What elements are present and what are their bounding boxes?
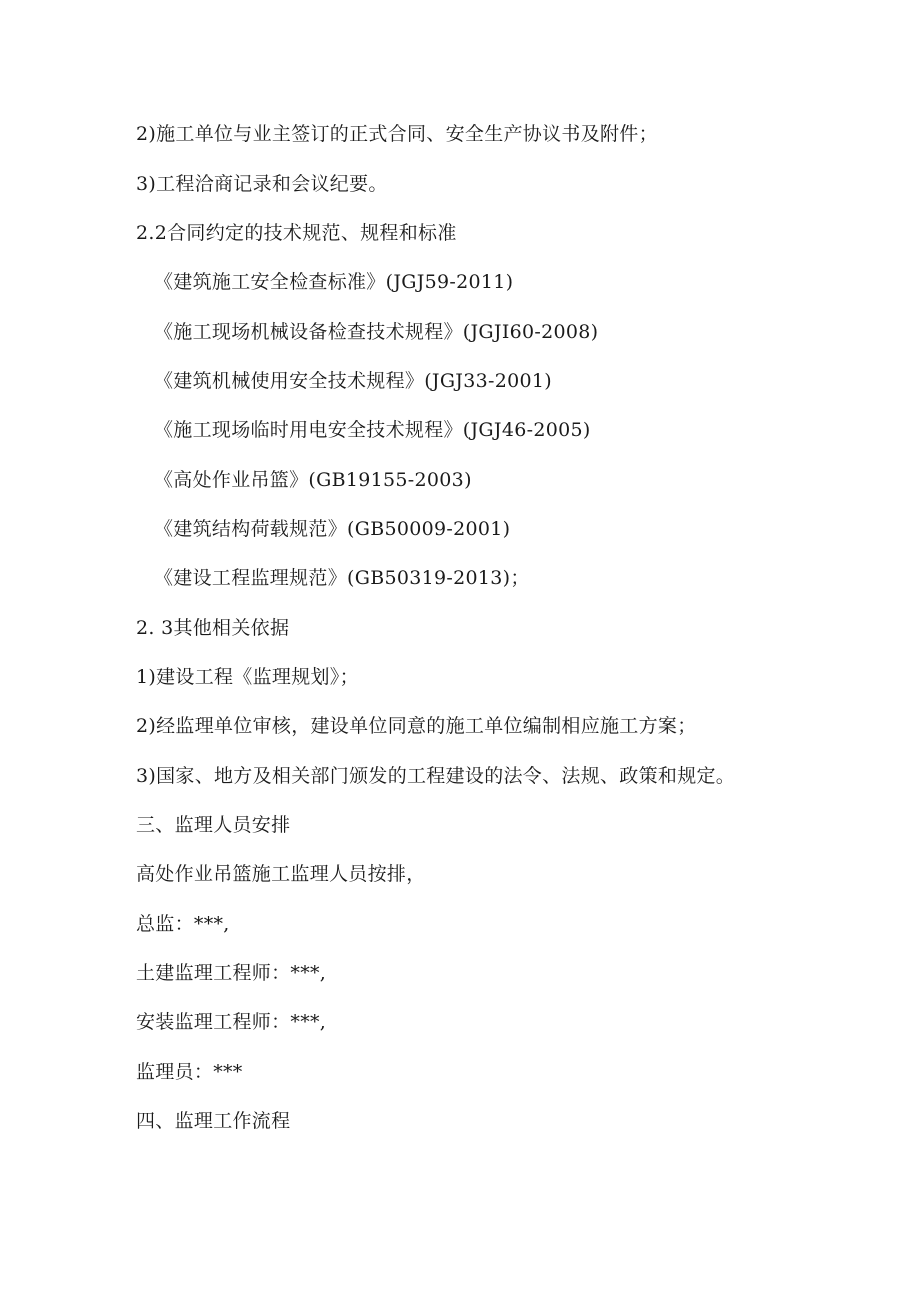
paragraph-staffing-intro: 高处作业吊篮施工监理人员按排， <box>136 863 426 885</box>
standard-item-gb19155: 《高处作业吊篮》(GB19155-2003) <box>154 469 472 491</box>
paragraph-negotiation-records: 3)工程洽商记录和会议纪要。 <box>136 173 388 195</box>
standard-item-gb50009: 《建筑结构荷载规范》(GB50009-2001) <box>154 518 511 540</box>
section-heading-4: 四、监理工作流程 <box>136 1110 291 1132</box>
standard-item-gb50319: 《建设工程监理规范》(GB50319-2013)； <box>154 567 530 589</box>
paragraph-regulations: 3)国家、地方及相关部门颁发的工程建设的法令、法规、政策和规定。 <box>136 765 736 787</box>
staff-chief-supervisor: 总监：***, <box>136 913 230 935</box>
section-heading-2-2: 2.2合同约定的技术规范、规程和标准 <box>136 222 457 244</box>
paragraph-construction-scheme: 2)经监理单位审核，建设单位同意的施工单位编制相应施工方案； <box>136 715 697 737</box>
staff-supervisor: 监理员：*** <box>136 1061 243 1083</box>
section-heading-2-3: 2. 3其他相关依据 <box>136 617 290 639</box>
paragraph-supervision-plan: 1)建设工程《监理规划》； <box>136 666 359 688</box>
standard-item-jgji60: 《施工现场机械设备检查技术规程》(JGJI60-2008) <box>154 321 599 343</box>
standard-item-jgj33: 《建筑机械使用安全技术规程》(JGJ33-2001) <box>154 370 552 392</box>
section-heading-3: 三、监理人员安排 <box>136 814 291 836</box>
standard-item-jgj59: 《建筑施工安全检查标准》(JGJ59-2011) <box>154 271 514 293</box>
standard-item-jgj46: 《施工现场临时用电安全技术规程》(JGJ46-2005) <box>154 419 591 441</box>
paragraph-contract-documents: 2)施工单位与业主签订的正式合同、安全生产协议书及附件； <box>136 123 658 145</box>
staff-installation-engineer: 安装监理工程师：***, <box>136 1011 327 1033</box>
staff-civil-engineer: 土建监理工程师：***, <box>136 962 327 984</box>
